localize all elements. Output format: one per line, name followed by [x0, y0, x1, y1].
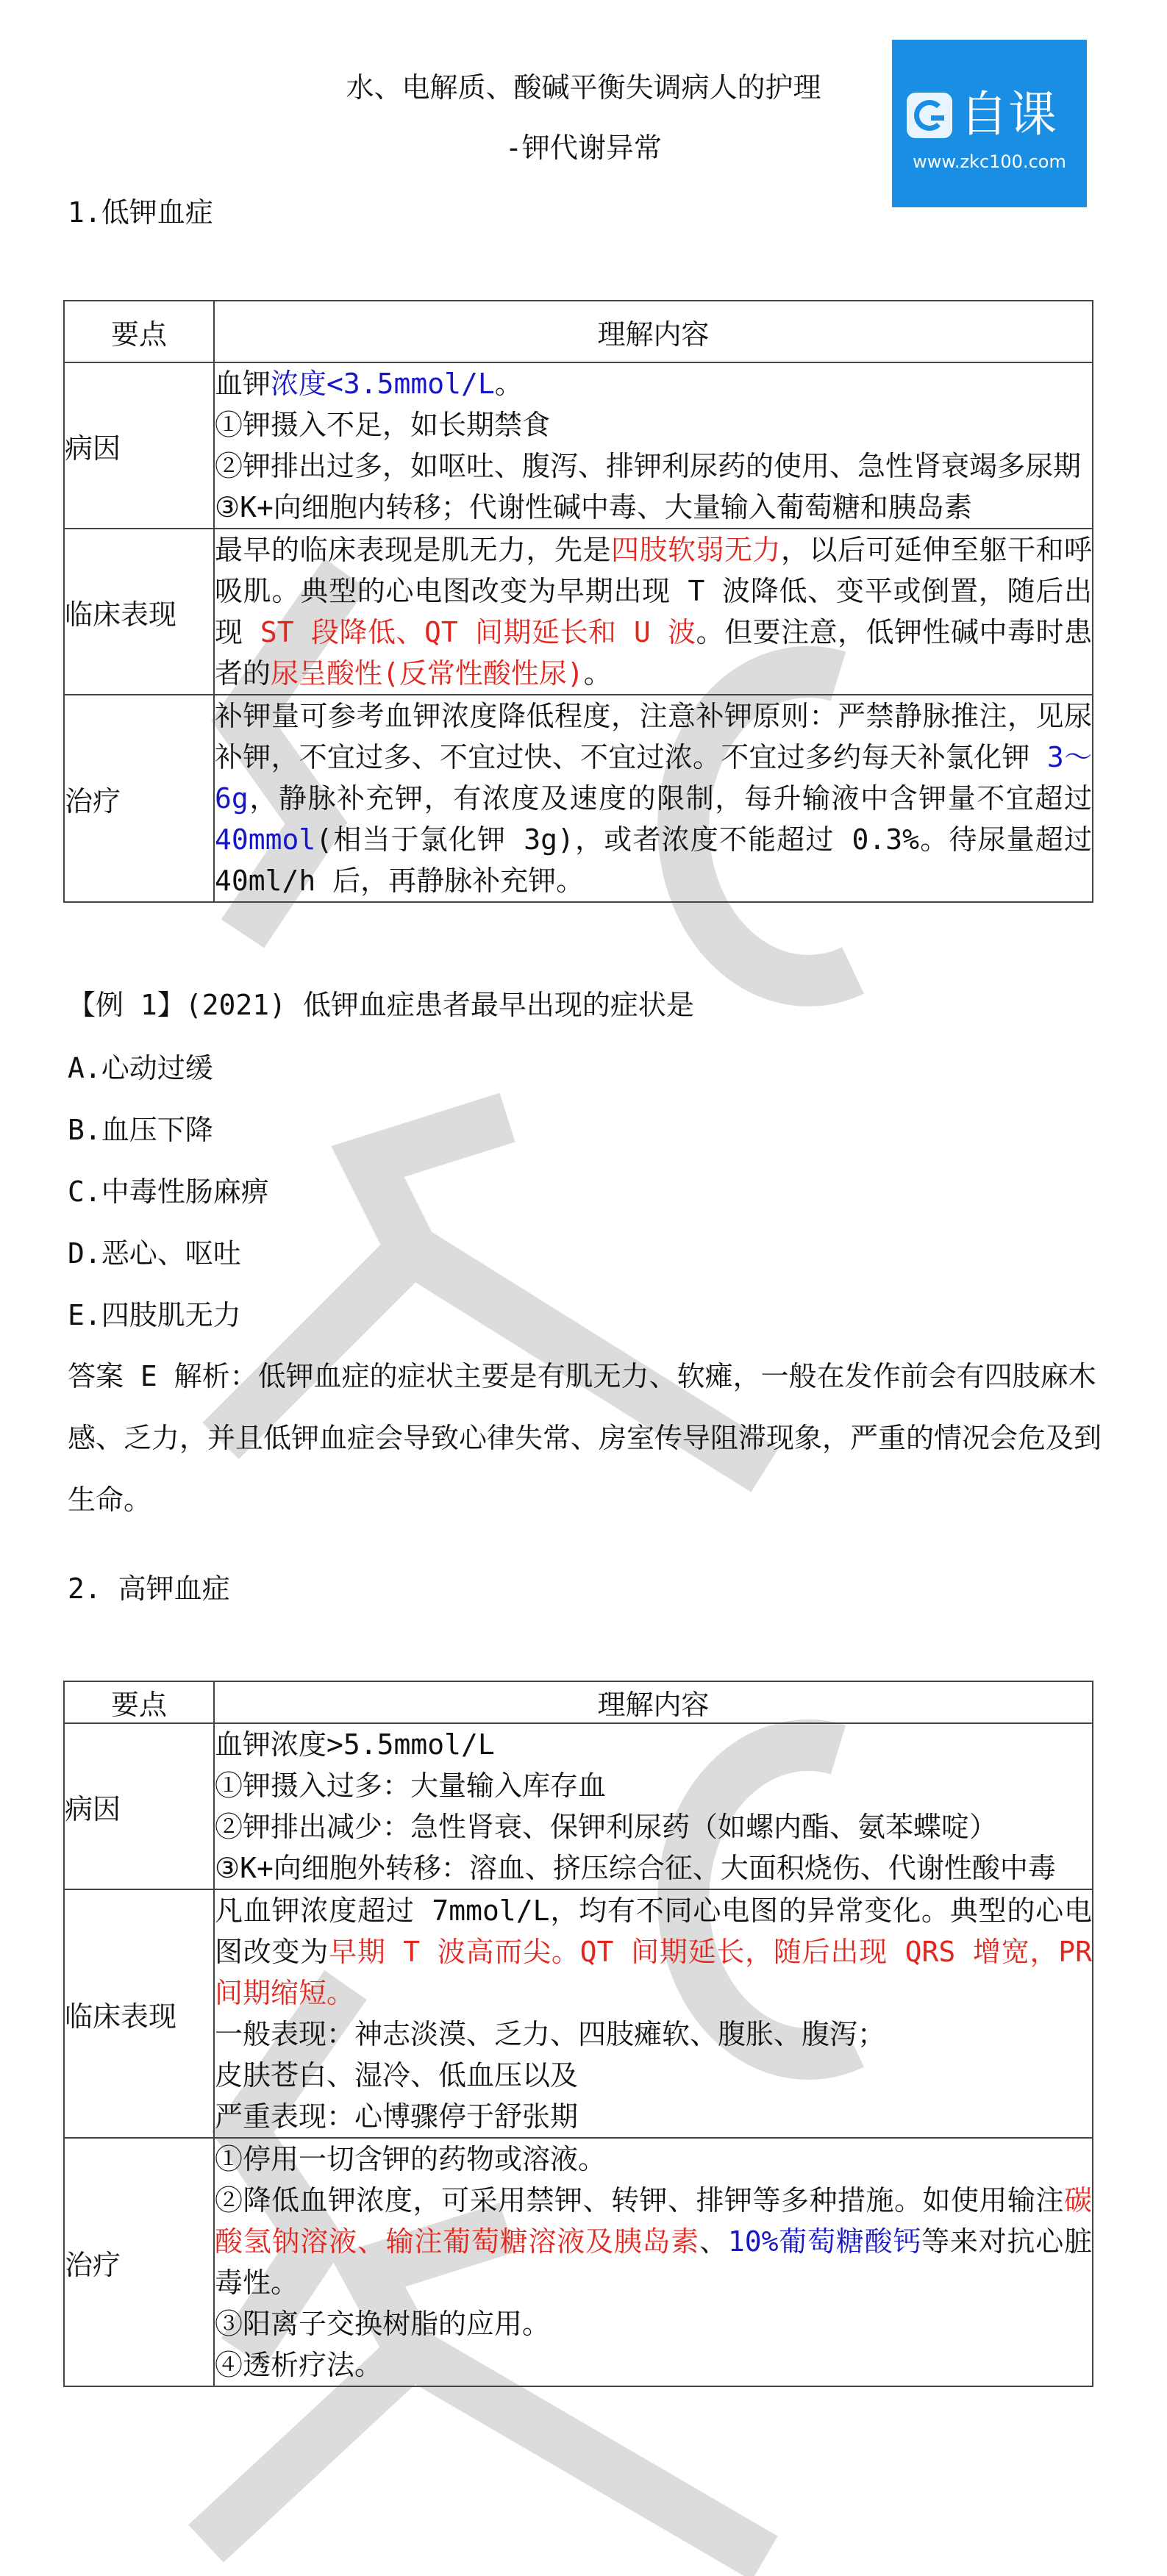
text-segment: ③阳离子交换树脂的应用。	[215, 2308, 551, 2340]
table-header-row	[64, 301, 1093, 362]
highlighted-text: 3～6g	[215, 741, 1092, 815]
row-content	[214, 695, 1093, 902]
text-segment: 。	[583, 657, 612, 690]
table-row	[64, 1723, 1093, 1889]
content-line	[215, 2014, 1092, 2055]
highlighted-text: 40mmol	[215, 823, 316, 856]
logo-url: www.zkc100.com	[913, 151, 1066, 172]
content-line	[215, 2055, 1092, 2096]
section-heading-hyperkalemia: 2. 高钾血症	[68, 1573, 230, 1605]
content-line	[215, 695, 1092, 901]
highlighted-text: 四肢软弱无力	[610, 534, 781, 566]
option-d: D.恶心、呕吐	[68, 1237, 241, 1270]
text-segment: ①钾摄入过多：大量输入库存血	[215, 1770, 607, 1802]
text-segment: ①停用一切含钾的药物或溶液。	[215, 2143, 607, 2175]
row-content	[214, 529, 1093, 695]
table-row	[64, 2138, 1093, 2386]
table-header-cell: 要点	[64, 1681, 214, 1723]
option-e: E.四肢肌无力	[68, 1299, 241, 1331]
content-line	[215, 1765, 1092, 1806]
text-segment: ，以后可延伸至躯干和呼吸肌。典型的心电图改变为早期出现 T 波降低、变平或倒置，随后出现	[215, 534, 1092, 648]
row-content	[214, 362, 1093, 529]
section-heading-hypokalemia: 1.低钾血症	[68, 196, 213, 229]
table-header-cell: 理解内容	[214, 301, 1093, 362]
row-content	[214, 1889, 1093, 2138]
text-segment: 凡血钾浓度超过 7mmol/L，均有不同心电图的异常变化。典型的心电图改变为	[215, 1895, 1092, 1968]
hypokalemia-table	[63, 300, 1093, 903]
content-line	[215, 363, 1092, 404]
content-line	[215, 2344, 1092, 2386]
content-line	[215, 1806, 1092, 1847]
highlighted-text: 浓度<3.5mmol/L	[271, 368, 495, 400]
option-c: C.中毒性肠麻痹	[68, 1176, 269, 1208]
row-label: 病因	[64, 1723, 214, 1889]
highlighted-text: ST 段降低、QT 间期延长和 U 波	[243, 616, 696, 648]
text-segment: 血钾	[215, 368, 271, 400]
highlighted-text: 碳酸氢钠溶液、输注葡萄糖溶液及胰岛素	[215, 2184, 1092, 2258]
content-line	[215, 1890, 1092, 2014]
logo-name: 自课	[960, 86, 1057, 143]
table-row	[64, 695, 1093, 902]
option-b: B.血压下降	[68, 1114, 213, 1146]
text-segment: ①钾摄入不足，如长期禁食	[215, 409, 551, 441]
text-segment: ②降低血钾浓度，可采用禁钾、转钾、排钾等多种措施。如使用输注	[215, 2184, 1064, 2217]
text-segment: ，静脉补充钾，有浓度及速度的限制，每升输液中含钾量不宜超过	[248, 782, 1092, 815]
row-label: 病因	[64, 362, 214, 529]
text-segment: ③K+向细胞内转移；代谢性碱中毒、大量输入葡萄糖和胰岛素	[215, 491, 972, 523]
highlighted-text: 早期 T 波高而尖。QT 间期延长，随后出现 QRS 增宽，PR 间期缩短。	[215, 1936, 1092, 2009]
text-segment: 严重表现：心博骤停于舒张期	[215, 2100, 579, 2133]
site-logo	[892, 40, 1087, 207]
option-a: A.心动过缓	[68, 1052, 213, 1084]
row-content	[214, 2138, 1093, 2386]
text-segment: 血钾浓度>5.5mmol/L	[215, 1728, 495, 1761]
row-content	[214, 1723, 1093, 1889]
content-line	[215, 2096, 1092, 2137]
answer-explanation: 答案 E 解析：低钾血症的症状主要是有肌无力、软瘫，一般在发作前会有四肢麻木感、乏力，并且低钾血症会导致心律失常、房室传导阻滞现象，严重的情况会危及到生命。	[68, 1360, 1102, 1516]
content-line	[215, 2180, 1092, 2303]
table-row	[64, 362, 1093, 529]
content-line	[215, 1847, 1092, 1889]
row-label: 临床表现	[64, 1889, 214, 2138]
highlighted-text: 10%葡萄糖酸钙	[727, 2225, 922, 2258]
content-line	[215, 2139, 1092, 2180]
text-segment: 等来对抗心脏毒性。	[215, 2225, 1092, 2299]
text-segment: 补钾量可参考血钾浓度降低程度，注意补钾原则：严禁静脉推注，见尿补钾，不宜过多、不宜过快、不宜过浓。不宜过多约每天补氯化钾	[215, 700, 1092, 773]
row-label: 治疗	[64, 695, 214, 902]
table-header-cell: 理解内容	[214, 1681, 1093, 1723]
document-subtitle: -钾代谢异常	[505, 132, 662, 164]
text-segment: 。	[494, 368, 523, 400]
text-segment: ④透析疗法。	[215, 2349, 383, 2381]
text-segment: ③K+向细胞外转移：溶血、挤压综合征、大面积烧伤、代谢性酸中毒	[215, 1852, 1056, 1884]
table-row	[64, 1889, 1093, 2138]
text-segment: 。但要注意，低钾性碱中毒时患者的	[215, 616, 1092, 690]
text-segment: 皮肤苍白、湿冷、低血压以及	[215, 2059, 579, 2092]
text-segment: 最早的临床表现是肌无力，先是	[215, 534, 611, 566]
row-label: 临床表现	[64, 529, 214, 695]
text-segment: ②钾排出减少：急性肾衰、保钾利尿药（如螺内酯、氨苯蝶啶）	[215, 1811, 998, 1843]
document-title: 水、电解质、酸碱平衡失调病人的护理	[346, 71, 821, 104]
table-header-cell: 要点	[64, 301, 214, 362]
content-line	[215, 487, 1092, 528]
table-row	[64, 529, 1093, 695]
text-segment: 一般表现：神志淡漠、乏力、四肢瘫软、腹胀、腹泻；	[215, 2018, 886, 2050]
table-header-row	[64, 1681, 1093, 1723]
example-question: 【例 1】(2021) 低钾血症患者最早出现的症状是	[68, 989, 694, 1021]
content-line	[215, 1724, 1092, 1765]
text-segment: ②钾排出过多，如呕吐、腹泻、排钾利尿药的使用、急性肾衰竭多尿期	[215, 450, 1082, 482]
content-line	[215, 446, 1092, 487]
logo-c-icon	[907, 93, 952, 138]
content-line	[215, 2303, 1092, 2344]
hyperkalemia-table	[63, 1681, 1093, 2387]
content-line	[215, 404, 1092, 446]
text-segment: 、	[699, 2225, 728, 2258]
content-line	[215, 529, 1092, 694]
text-segment: (相当于氯化钾 3g)，或者浓度不能超过 0.3%。待尿量超过 40ml/h 后，再静脉补充钾。	[215, 823, 1092, 897]
row-label: 治疗	[64, 2138, 214, 2386]
highlighted-text: 尿呈酸性(反常性酸性尿)	[271, 657, 584, 690]
